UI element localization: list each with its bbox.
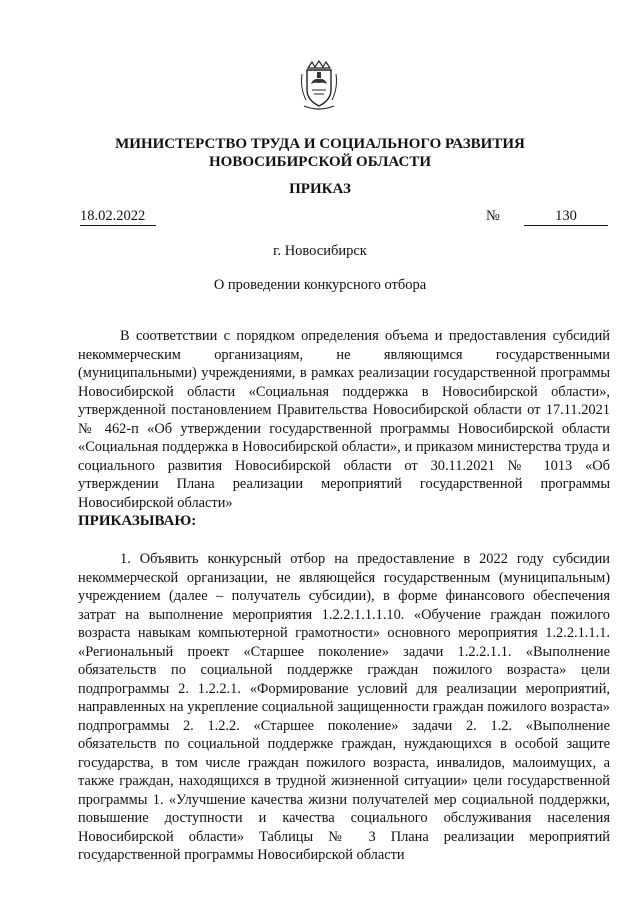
ministry-line-1: МИНИСТЕРСТВО ТРУДА И СОЦИАЛЬНОГО РАЗВИТИЯ	[115, 136, 525, 152]
number-sign: №	[486, 208, 500, 224]
document-number: 130	[524, 207, 608, 226]
ministry-name	[40, 135, 600, 171]
item-number: 1.	[120, 551, 131, 567]
preamble-paragraph: В соответствии с порядком определения объема и предоставления субсидий некоммерческим организациям, не являющимся государственными (муниципальными) учреждениями, в рамках реализации государственной программы Новосибирской области «Социальная поддержка в Новосибирской области», утвержденной постановлением Правительства Новосибирской области от 17.11.2021 № 462-п «Об утверждении государственной программы Новосибирской области «Социальная поддержка в Новосибирской области», и приказом министерства труда и социального развития Новосибирской области от 30.11.2021 № 1013 «Об утверждении Плана реализации мероприятий государственной программы Новосибирской области»	[78, 328, 610, 511]
city-line: г. Новосибирск	[273, 243, 367, 259]
order-heading: ПРИКАЗЫВАЮ:	[78, 513, 197, 529]
coat-of-arms-icon	[298, 60, 340, 112]
ministry-line-2: НОВОСИБИРСКОЙ ОБЛАСТИ	[208, 154, 432, 170]
order-item-1	[78, 550, 610, 865]
item-text: Объявить конкурсный отбор на предоставление в 2022 году субсидии некоммерческой организации, не являющейся государственным (муниципальным) учреждением (далее – получатель субсидии), в форме финансового обеспечения затрат на выполнение мероприятия 1.2.2.1.1.1.10. «Обучение граждан пожилого возраста навыкам компьютерной грамотности» основного мероприятия 1.2.2.1.1.1. «Региональный проект «Старшее поколение» задачи 1.2.2.1.1. «Выполнение обязательств по социальной поддержке граждан пожилого возраста» цели подпрограммы 2. 1.2.2.1. «Формирование условий для реализации мероприятий, направленных на укрепление социальной защищенности граждан пожилого возраста» подпрограммы 2. 1.2.2. «Старшее поколение» задачи 2. 1.2. «Выполнение обязательств по социальной поддержке граждан, нуждающихся в особой защите государства, в том числе граждан пожилого возраста, инвалидов, малоимущих, а также граждан, находящихся в трудной жизненной ситуации» цели государственной программы 1. «Улучшение качества жизни получателей мер социальной поддержки, повышение доступности и качества социального обслуживания населения Новосибирской области» Таблицы № 3 Плана реализации мероприятий государственной программы Новосибирской области	[78, 551, 610, 863]
document-date: 18.02.2022	[80, 207, 156, 226]
order-subject: О проведении конкурсного отбора	[213, 277, 427, 293]
document-type-title: ПРИКАЗ	[289, 181, 351, 197]
